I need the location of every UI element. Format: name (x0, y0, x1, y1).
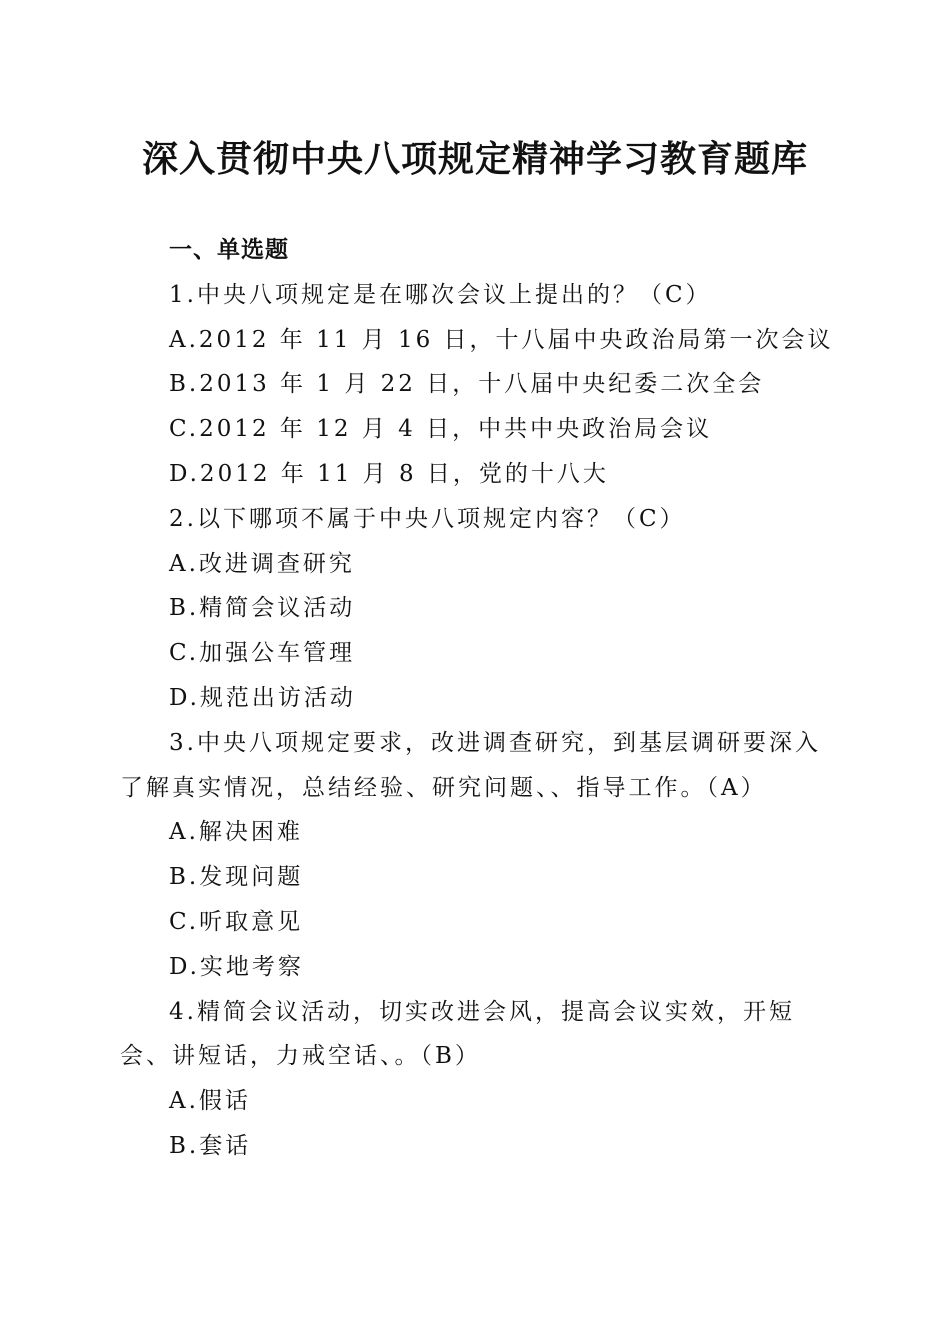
question-stem: 4.精简会议活动，切实改进会风，提高会议实效，开短会、讲短话，力戒空话、。（B） (120, 998, 795, 1070)
document-body (120, 228, 840, 1169)
answer-option: B.精简会议活动 (169, 595, 356, 622)
answer-option: A.2012 年 11 月 16 日，十八届中央政治局第一次会议 (169, 326, 834, 353)
answer-option: D.规范出访活动 (169, 684, 356, 711)
question-block (120, 497, 840, 721)
question-stem: 1.中央八项规定是在哪次会议上提出的？（C） (169, 281, 712, 308)
answer-option: A.解决困难 (169, 819, 303, 846)
answer-option: A.改进调查研究 (169, 550, 355, 577)
answer-option: D.2012 年 11 月 8 日，党的十八大 (169, 460, 609, 487)
answer-option: B.发现问题 (169, 864, 304, 891)
answer-option: D.实地考察 (169, 953, 304, 980)
question-stem: 2.以下哪项不属于中央八项规定内容？（C） (169, 505, 686, 532)
answer-option: C.2012 年 12 月 4 日，中共中央政治局会议 (169, 416, 713, 443)
answer-option: B.套话 (169, 1132, 252, 1159)
answer-option: B.2013 年 1 月 22 日，十八届中央纪委二次全会 (169, 371, 765, 398)
question-stem: 3.中央八项规定要求，改进调查研究，到基层调研要深入了解真实情况，总结经验、研究问题、、指导工作。（A） (120, 729, 821, 801)
answer-option: C.听取意见 (169, 908, 304, 935)
question-block (120, 990, 840, 1169)
answer-option: C.加强公车管理 (169, 640, 356, 667)
answer-option: A.假话 (169, 1088, 251, 1115)
document-title: 深入贯彻中央八项规定精神学习教育题库 (141, 138, 808, 180)
question-block (120, 273, 840, 497)
question-block (120, 721, 840, 990)
section-heading: 一、单选题 (169, 237, 289, 263)
